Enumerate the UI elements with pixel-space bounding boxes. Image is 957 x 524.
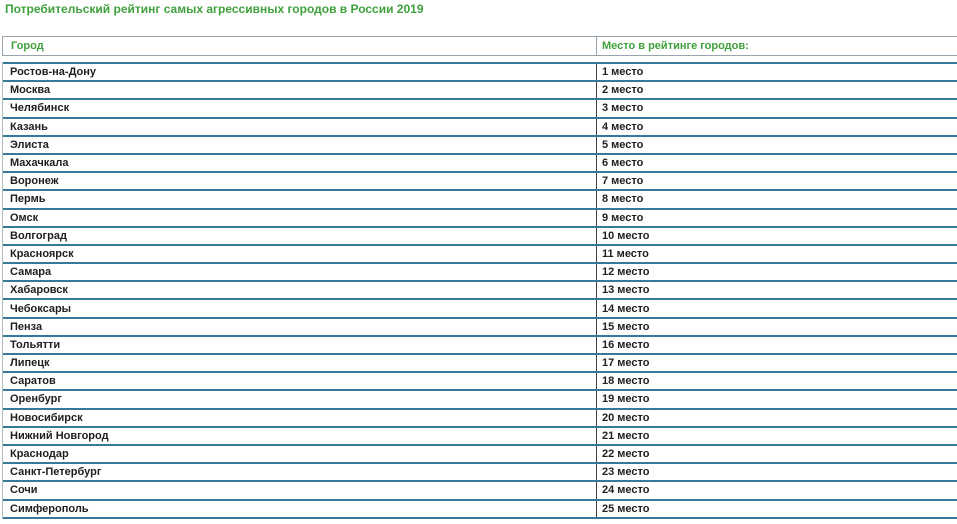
place-cell: 20 место	[602, 411, 650, 424]
place-cell: 10 место	[602, 229, 650, 242]
table-row	[3, 444, 957, 462]
table-row	[3, 171, 957, 189]
place-cell: 12 место	[602, 266, 650, 279]
table-row	[3, 80, 957, 98]
city-cell: Хабаровск	[3, 282, 597, 298]
place-cell: 15 место	[602, 320, 650, 333]
table-row	[3, 62, 957, 80]
place-cell: 21 место	[602, 429, 650, 442]
place-cell: 11 место	[602, 247, 649, 260]
table-row	[3, 462, 957, 480]
table-row	[3, 426, 957, 444]
city-cell: Омск	[3, 210, 597, 226]
ranking-table	[2, 36, 957, 519]
city-cell: Тольятти	[3, 337, 597, 353]
place-cell: 4 место	[602, 120, 644, 133]
table-row	[3, 135, 957, 153]
place-cell: 1 место	[602, 66, 644, 79]
table-row	[3, 371, 957, 389]
place-cell: 5 место	[602, 138, 644, 151]
place-cell: 22 место	[602, 448, 650, 461]
city-cell: Воронеж	[3, 173, 597, 189]
city-cell: Самара	[3, 264, 597, 280]
place-cell: 2 место	[602, 84, 644, 97]
city-cell: Волгоград	[3, 228, 597, 244]
city-cell: Симферополь	[3, 501, 597, 517]
city-cell: Ростов-на-Дону	[3, 64, 597, 80]
city-cell: Саратов	[3, 373, 597, 389]
city-cell: Новосибирск	[3, 410, 597, 426]
table-row	[3, 226, 957, 244]
place-cell: 18 место	[602, 375, 650, 388]
city-cell: Чебоксары	[3, 300, 597, 316]
place-cell: 9 место	[602, 211, 644, 224]
place-cell: 6 место	[602, 157, 644, 170]
table-row	[3, 408, 957, 426]
place-cell: 14 место	[602, 302, 650, 315]
table-row	[3, 244, 957, 262]
city-cell: Липецк	[3, 355, 597, 371]
table-row	[3, 153, 957, 171]
place-cell: 8 место	[602, 193, 644, 206]
city-cell: Казань	[3, 119, 597, 135]
city-cell: Краснодар	[3, 446, 597, 462]
city-cell: Пермь	[3, 191, 597, 207]
table-row	[3, 298, 957, 316]
city-cell: Сочи	[3, 482, 597, 498]
table-row	[3, 280, 957, 298]
place-cell: 19 место	[602, 393, 650, 406]
place-cell: 7 место	[602, 175, 644, 188]
city-cell: Санкт-Петербург	[3, 464, 597, 480]
table-row	[3, 117, 957, 135]
table-row	[3, 389, 957, 407]
city-cell: Челябинск	[3, 100, 597, 116]
place-cell: 24 место	[602, 484, 650, 497]
column-header-place: Место в рейтинге городов:	[597, 36, 957, 56]
place-cell: 16 место	[602, 338, 650, 351]
city-cell: Нижний Новгород	[3, 428, 597, 444]
ranking-table-body	[2, 62, 957, 519]
table-row	[3, 480, 957, 498]
city-cell: Москва	[3, 82, 597, 98]
table-row	[3, 353, 957, 371]
table-row	[3, 262, 957, 280]
table-row	[3, 317, 957, 335]
table-row	[3, 335, 957, 353]
table-row	[3, 499, 957, 519]
place-cell: 17 место	[602, 357, 650, 370]
page-title: Потребительский рейтинг самых агрессивных городов в России 2019	[5, 2, 424, 16]
table-row	[3, 189, 957, 207]
city-cell: Пенза	[3, 319, 597, 335]
city-cell: Оренбург	[3, 391, 597, 407]
city-cell: Красноярск	[3, 246, 597, 262]
column-header-city: Город	[2, 36, 597, 56]
table-header-row	[2, 36, 957, 56]
table-row	[3, 208, 957, 226]
place-cell: 25 место	[602, 502, 650, 515]
city-cell: Элиста	[3, 137, 597, 153]
place-cell: 13 место	[602, 284, 650, 297]
place-cell: 3 место	[602, 102, 644, 115]
place-cell: 23 место	[602, 466, 650, 479]
city-cell: Махачкала	[3, 155, 597, 171]
table-row	[3, 98, 957, 116]
